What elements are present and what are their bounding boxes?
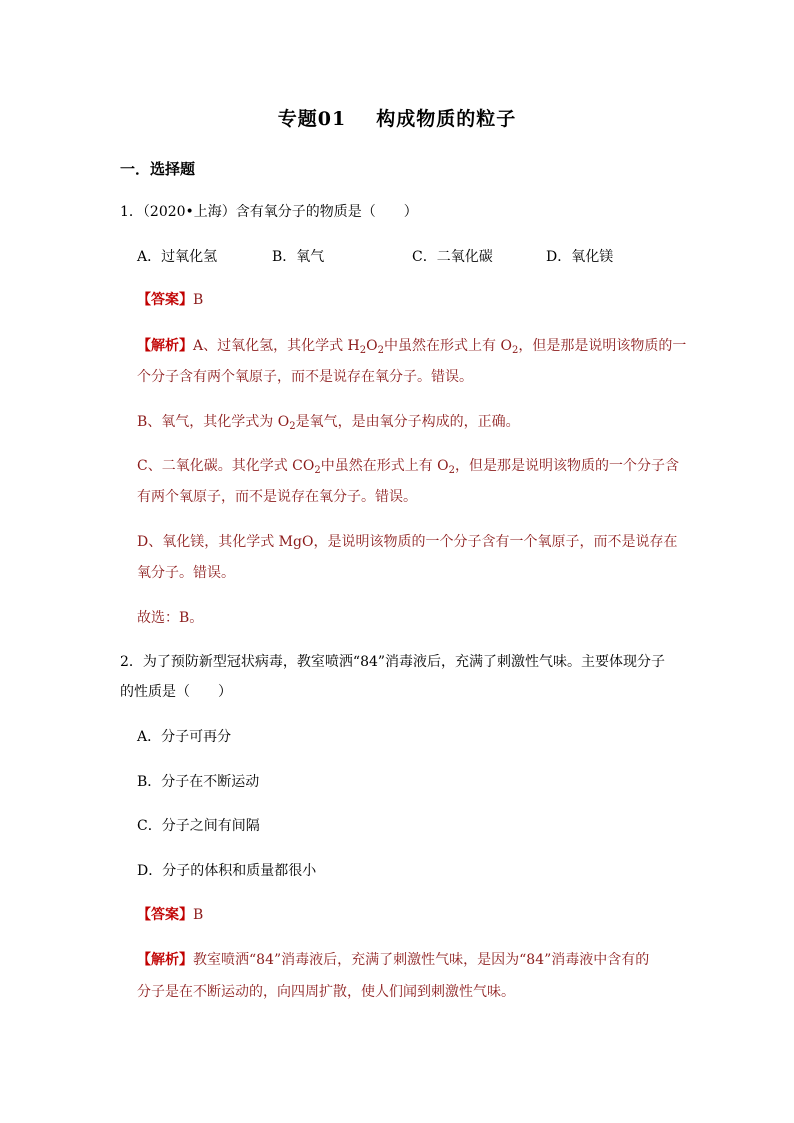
analysis-text: O (366, 338, 378, 354)
answer-value: B (193, 907, 204, 923)
analysis-text: ，但是那是说明该物质的一 (518, 338, 687, 354)
question-1-analysis-a-cont: 个分子含有两个氧原子，而不是说存在氧分子。错误。 (137, 369, 473, 385)
question-2-stem: 2．为了预防新型冠状病毒，教室喷洒“84”消毒液后，充满了刺激性气味。主要体现分子 (120, 654, 666, 670)
question-2-answer (137, 905, 203, 925)
subscript: 2 (511, 345, 519, 356)
answer-tag: 【答案】 (137, 292, 193, 308)
option-b: B．分子在不断运动 (137, 774, 260, 790)
subscript: 2 (377, 345, 385, 356)
analysis-tag: 【解析】 (137, 952, 193, 968)
analysis-text: B、氧气，其化学式为 O (137, 414, 290, 430)
option-a: A．分子可再分 (137, 729, 232, 745)
option-a: A．过氧化氢 (137, 249, 218, 265)
question-1-analysis-d: D、氧化镁，其化学式 MgO，是说明该物质的一个分子含有一个氧原子，而不是说存在 (137, 534, 678, 550)
analysis-text: 中虽然在形式上有 O (384, 338, 512, 354)
question-1-analysis-d-cont: 氧分子。错误。 (137, 565, 235, 581)
subscript: 2 (448, 465, 456, 476)
question-2-analysis-cont: 分子是在不断运动的，向四周扩散，使人们闻到刺激性气味。 (137, 984, 515, 1000)
question-2-analysis (137, 950, 649, 970)
section-heading: 一．选择题 (120, 160, 196, 178)
question-1-options (137, 247, 613, 267)
subscript: 2 (359, 345, 367, 356)
option-b: B．氧气 (272, 249, 325, 265)
question-1-analysis-a (137, 336, 686, 356)
option-d: D．分子的体积和质量都很小 (137, 863, 317, 879)
question-1-analysis-c-cont: 有两个氧原子，而不是说存在氧分子。错误。 (137, 489, 417, 505)
question-1-stem: 1．（2020•上海）含有氧分子的物质是（ ） (120, 204, 418, 220)
question-1-conclusion: 故选：B。 (137, 610, 204, 626)
question-1-analysis-b (137, 412, 520, 432)
analysis-text: C、二氧化碳。其化学式 CO (137, 458, 315, 474)
analysis-text: 中虽然在形式上有 O (320, 458, 449, 474)
option-c: C．二氧化碳 (412, 249, 493, 265)
analysis-text: ，但是那是说明该物质的一个分子含 (455, 458, 680, 474)
subscript: 2 (289, 421, 296, 432)
analysis-text: 教室喷洒“84”消毒液后，充满了刺激性气味，是因为“84”消毒液中含有的 (193, 952, 650, 968)
analysis-text: 是氧气，是由氧分子构成的，正确。 (295, 414, 520, 430)
question-2-stem-cont: 的性质是（ ） (120, 684, 232, 700)
subscript: 2 (314, 465, 321, 476)
analysis-text: A、过氧化氢，其化学式 H (193, 338, 360, 354)
answer-value: B (193, 292, 204, 308)
option-d: D．氧化镁 (546, 249, 614, 265)
question-1-analysis-c (137, 456, 679, 476)
option-c: C．分子之间有间隔 (137, 818, 260, 834)
answer-tag: 【答案】 (137, 907, 193, 923)
analysis-tag: 【解析】 (137, 338, 193, 354)
question-1-answer (137, 290, 203, 310)
page-title (0, 104, 794, 131)
topic-number: 专题01 (277, 108, 347, 130)
topic-name: 构成物质的粒子 (376, 108, 517, 130)
